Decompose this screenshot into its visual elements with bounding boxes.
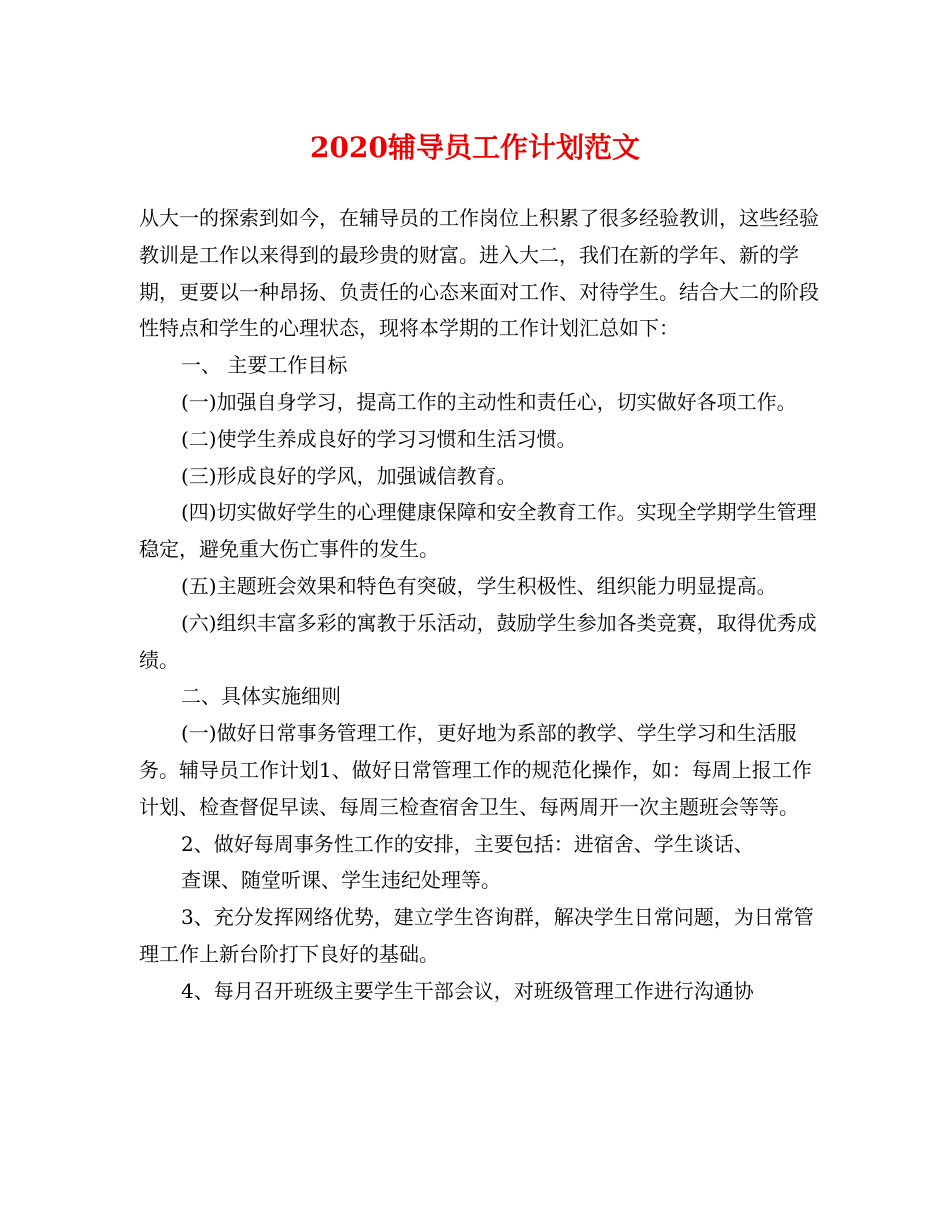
- detail-item-1: (一)做好日常事务管理工作，更好地为系部的教学、学生学习和生活服务。辅导员工作计划1、做好日常管理工作的规范化操作，如：每周上报工作计划、检查督促早读、每周三检查宿舍卫生、每两周开一次主题班会等等。: [139, 721, 812, 819]
- detail-item-2: 2、做好每周事务性工作的安排，主要包括：进宿舍、学生谈话、: [181, 831, 754, 856]
- section-heading-goals: 一、 主要工作目标: [181, 353, 348, 378]
- goal-item-4: (四)切实做好学生的心理健康保障和安全教育工作。实现全学期学生管理稳定，避免重大伤亡事件的发生。: [139, 500, 817, 562]
- detail-item-2-continued: 查课、随堂听课、学生违纪处理等。: [181, 868, 501, 893]
- goal-item-2: (二)使学生养成良好的学习习惯和生活习惯。: [181, 426, 577, 451]
- detail-item-4: 4、每月召开班级主要学生干部会议，对班级管理工作进行沟通协: [181, 978, 754, 1003]
- goal-item-5: (五)主题班会效果和特色有突破，学生积极性、组织能力明显提高。: [181, 573, 777, 598]
- goal-item-3: (三)形成良好的学风，加强诚信教育。: [181, 463, 517, 488]
- goal-item-1: (一)加强自身学习，提高工作的主动性和责任心，切实做好各项工作。: [181, 389, 797, 414]
- document-title: 2020辅导员工作计划范文: [310, 131, 640, 164]
- document-body: [139, 200, 819, 1010]
- detail-item-3: 3、充分发挥网络优势，建立学生咨询群，解决学生日常问题，为日常管理工作上新台阶打下良好的基础。: [139, 905, 814, 966]
- section-heading-details: 二、具体实施细则: [181, 684, 341, 709]
- goal-item-6: (六)组织丰富多彩的寓教于乐活动，鼓励学生参加各类竞赛，取得优秀成绩。: [139, 610, 817, 672]
- intro-paragraph: 从大一的探索到如今，在辅导员的工作岗位上积累了很多经验教训，这些经验教训是工作以来得到的最珍贵的财富。进入大二，我们在新的学年、新的学期，更要以一种昂扬、负责任的心态来面对工作、对待学生。结合大二的阶段性特点和学生的心理状态，现将本学期的工作计划汇总如下：: [139, 206, 819, 341]
